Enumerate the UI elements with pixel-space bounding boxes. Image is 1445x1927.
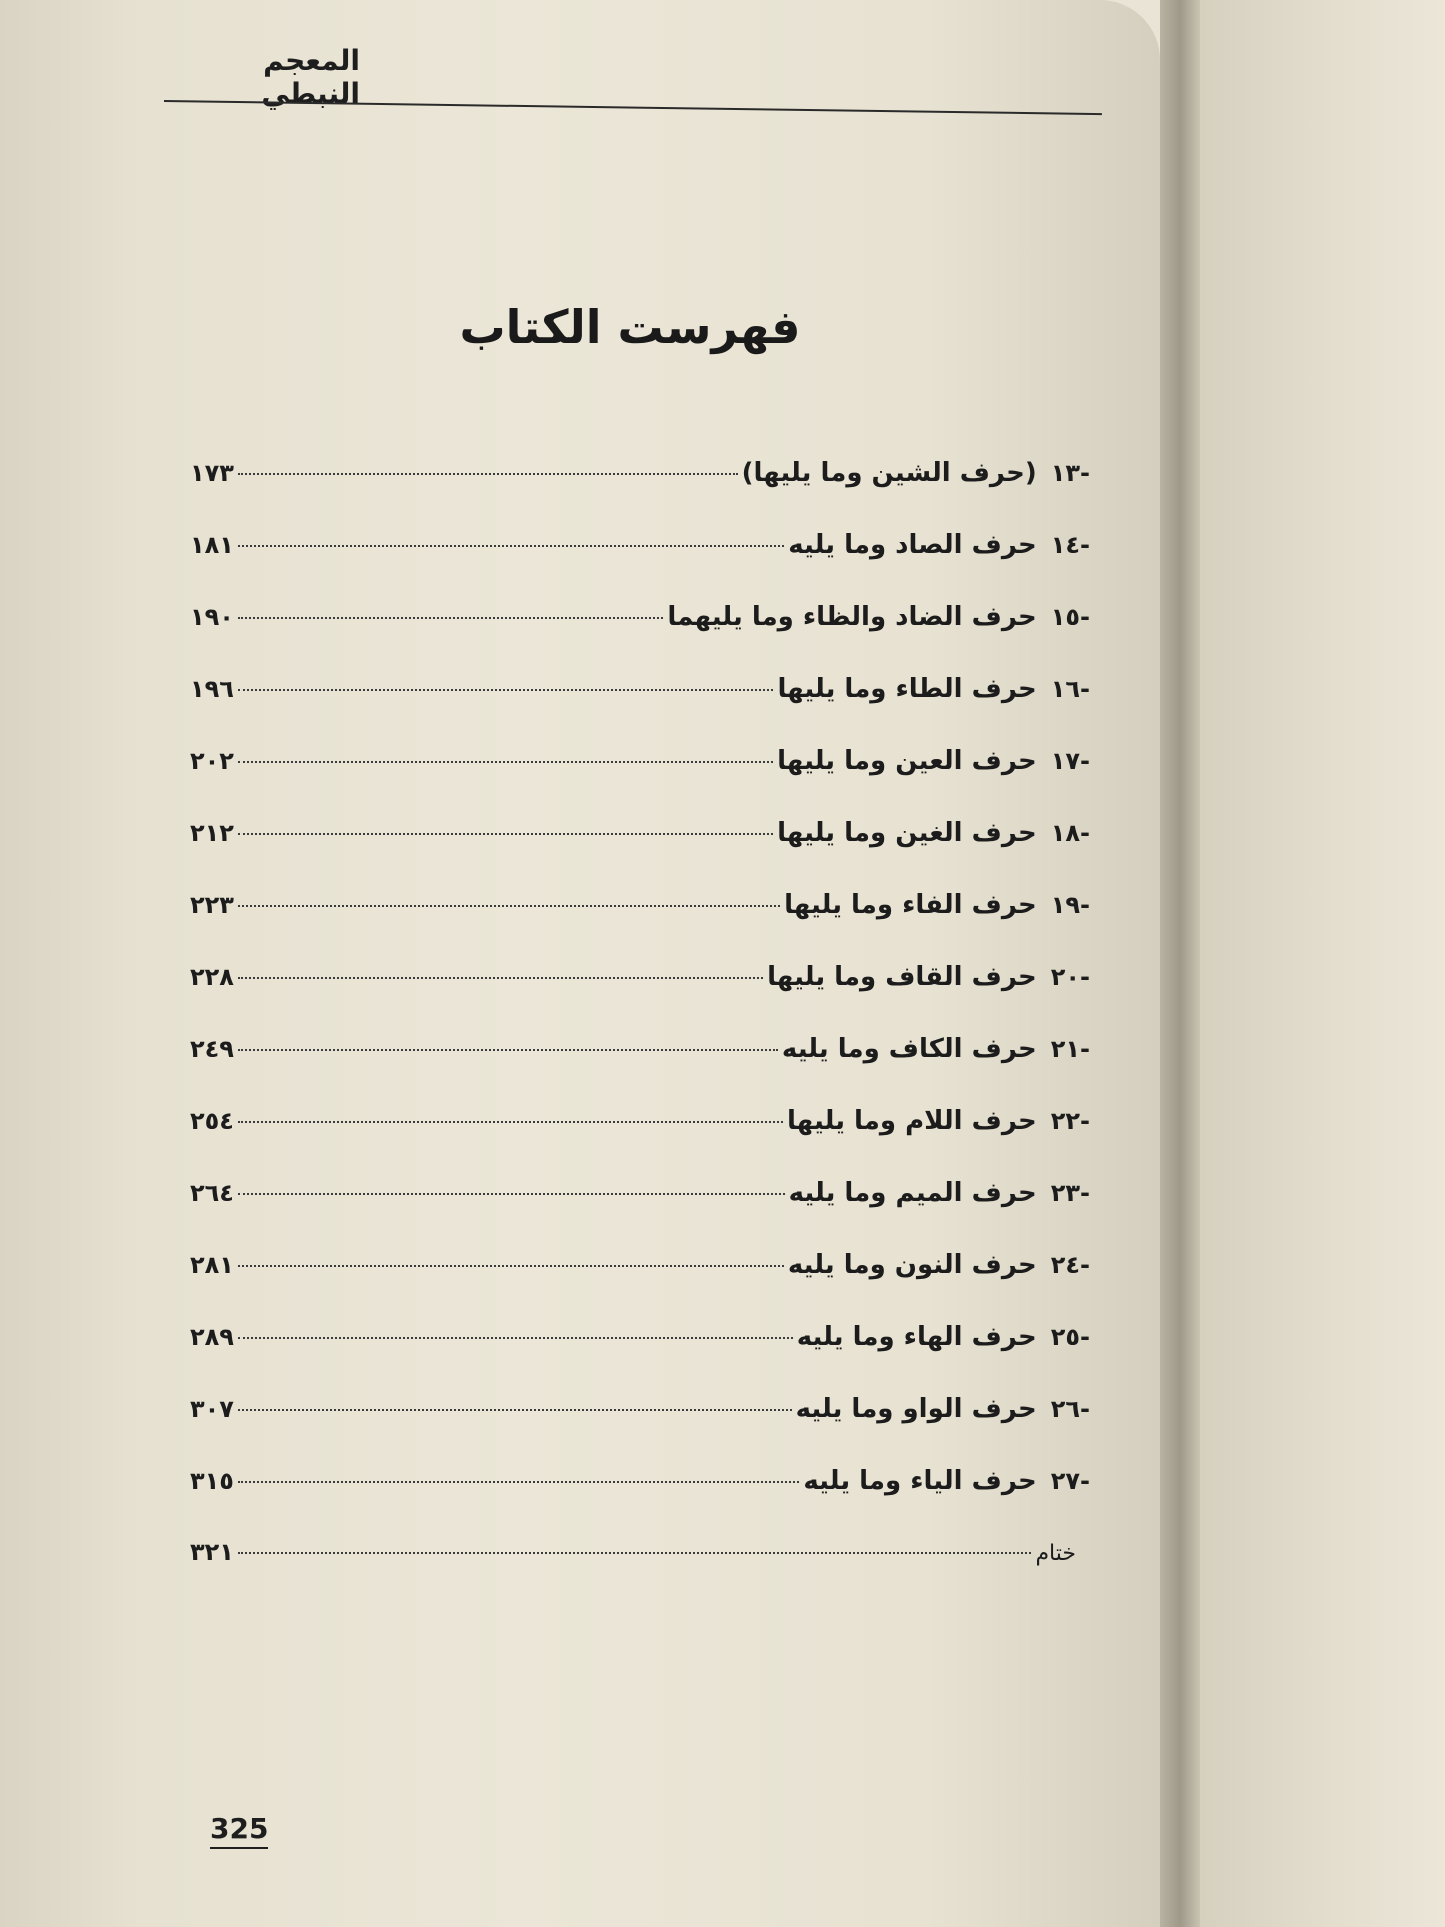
toc-label: حرف اللام وما يليها (787, 1106, 1037, 1136)
toc-entry-number: -٢٥ (1050, 1323, 1090, 1351)
toc-label: (حرف الشين وما يليها) (741, 458, 1037, 488)
toc-entry (190, 1034, 1090, 1106)
toc-page-number: ١٨١ (190, 531, 234, 559)
toc-page-number: ٣١٥ (190, 1467, 234, 1495)
toc-leader-dots (238, 1265, 784, 1267)
toc-label: حرف الضاد والظاء وما يليهما (667, 602, 1037, 632)
toc-leader-dots (238, 905, 780, 907)
toc-entry (190, 1466, 1090, 1538)
toc-leader-dots (238, 1193, 785, 1195)
toc-label: حرف الفاء وما يليها (784, 890, 1037, 920)
toc-entry (190, 962, 1090, 1034)
toc-entry (190, 602, 1090, 674)
toc-entry (190, 530, 1090, 602)
toc-page-number: ١٩٠ (190, 603, 234, 631)
toc-leader-dots (238, 1481, 799, 1483)
toc-page-number: ٢٦٤ (190, 1179, 234, 1207)
toc-label: حرف الياء وما يليه (803, 1466, 1037, 1496)
toc-label: حرف النون وما يليه (787, 1250, 1037, 1280)
toc-entry (190, 1538, 1090, 1610)
toc-entry (190, 746, 1090, 818)
toc-page-number: ٢٢٨ (190, 963, 234, 991)
toc-entry-number: -١٦ (1050, 675, 1090, 703)
toc-entry-number: -١٤ (1050, 531, 1090, 559)
running-head: المعجم النبطي (261, 44, 360, 110)
toc-label: حرف الواو وما يليه (795, 1394, 1037, 1424)
toc-label: حرف العين وما يليها (777, 746, 1037, 776)
toc-page-number: ٢٢٣ (190, 891, 234, 919)
toc-label: حرف الكاف وما يليه (781, 1034, 1037, 1064)
toc-leader-dots (238, 1049, 778, 1051)
toc-label: حرف الغين وما يليها (777, 818, 1037, 848)
toc-leader-dots (238, 761, 773, 763)
toc-leader-dots (238, 1121, 783, 1123)
toc-entry-number: -١٨ (1050, 819, 1090, 847)
toc-page-number: ٢١٢ (190, 819, 234, 847)
toc-page-number: ٢٥٤ (190, 1107, 234, 1135)
toc-page-number: ٢٠٢ (190, 747, 234, 775)
toc-entry-number: -٢٧ (1050, 1467, 1090, 1495)
toc-leader-dots (238, 1552, 1031, 1554)
toc-entry-number: -٢٢ (1050, 1107, 1090, 1135)
toc-entry-number: -١٣ (1050, 459, 1090, 487)
toc-page-number: ٣٢١ (190, 1538, 234, 1566)
toc-page-number: ١٩٦ (190, 675, 234, 703)
toc-label: حرف الهاء وما يليه (796, 1322, 1037, 1352)
toc-page-number: ١٧٣ (190, 459, 234, 487)
toc-entry-number: -٢٤ (1050, 1251, 1090, 1279)
toc-entry-number: -١٥ (1050, 603, 1090, 631)
toc-entry (190, 1106, 1090, 1178)
toc-leader-dots (238, 473, 738, 475)
toc-leader-dots (238, 545, 784, 547)
toc-leader-dots (238, 1337, 793, 1339)
toc-leader-dots (238, 617, 663, 619)
toc-page-number: ٣٠٧ (190, 1395, 234, 1423)
toc-entry-number: -٢٦ (1050, 1395, 1090, 1423)
toc-entry (190, 674, 1090, 746)
toc-leader-dots (238, 977, 763, 979)
toc-label: حرف الميم وما يليه (788, 1178, 1037, 1208)
toc-entry (190, 890, 1090, 962)
toc-page-number: ٢٨١ (190, 1251, 234, 1279)
facing-page (1200, 0, 1445, 1927)
page-number: 325 (210, 1812, 268, 1849)
toc-entry (190, 1178, 1090, 1250)
toc-label: ختام (1035, 1541, 1076, 1566)
toc-entry (190, 1250, 1090, 1322)
toc-label: حرف الطاء وما يليها (777, 674, 1037, 704)
book-gutter (1160, 0, 1200, 1927)
toc-page-number: ٢٨٩ (190, 1323, 234, 1351)
toc-entry (190, 818, 1090, 890)
toc-leader-dots (238, 689, 774, 691)
toc-entry-number: -١٧ (1050, 747, 1090, 775)
toc-entry-number: -٢٠ (1050, 963, 1090, 991)
toc-label: حرف القاف وما يليها (767, 962, 1037, 992)
toc-entry-number: -٢١ (1050, 1035, 1090, 1063)
toc-leader-dots (238, 833, 773, 835)
toc-label: حرف الصاد وما يليه (788, 530, 1037, 560)
toc-page-number: ٢٤٩ (190, 1035, 234, 1063)
toc-entry (190, 1394, 1090, 1466)
table-of-contents (190, 458, 1090, 1610)
toc-entry-number: -١٩ (1050, 891, 1090, 919)
toc-entry (190, 458, 1090, 530)
toc-entry-number: -٢٣ (1050, 1179, 1090, 1207)
page-title: فهرست الكتاب (459, 300, 801, 354)
toc-leader-dots (238, 1409, 792, 1411)
toc-entry (190, 1322, 1090, 1394)
